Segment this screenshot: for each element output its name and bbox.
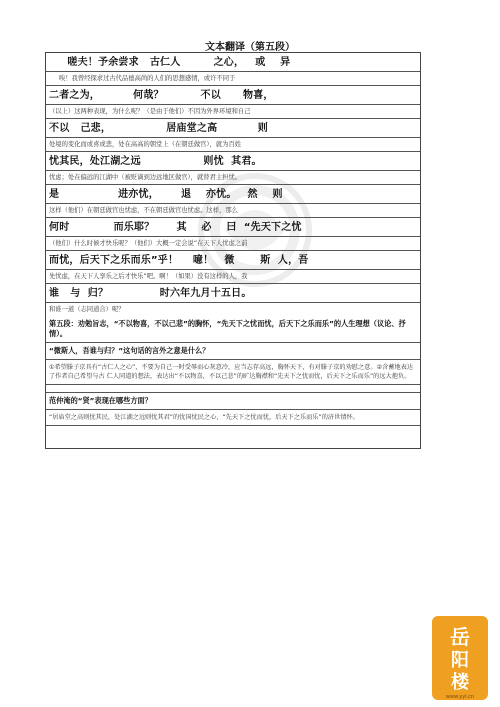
translation-text-row: （以上）这两种表现，为什么呢？（是由于他们）不因为外界环境和自己 [46, 105, 420, 119]
translation-text-row: （他们）什么时候才快乐呢？（他们）大概一定会说“在天下人忧虑之前 [46, 237, 420, 251]
original-text-row: 是 进亦忧， 退 亦忧。 然 则 [46, 185, 420, 204]
answer-three: “居庙堂之高则忧其民，处江湖之远则忧其君”的忧国忧民之心，“先天下之忧而忧，后天下之乐而乐”的济世情怀。 [46, 410, 420, 426]
question-three: 范仲淹的“贤”表现在哪些方面？ [46, 393, 420, 410]
summary-paragraph: 第五段：劝勉旨志，“不以物喜，不以己悲”的胸怀，“先天下之忧而忧，后天下之乐而乐”的人生理想（议论、抒情）。 [46, 316, 420, 343]
translation-text-row: 处境的变化而或喜或悲，处在高高的朝堂上（在朝廷做官），就为百姓 [46, 138, 420, 152]
translation-text-row: 忧虑；处在偏远的江湖中（被贬谪到边远地区做官），就替君主担忧。 [46, 171, 420, 185]
translation-text-row: 先忧虑，在天下人享乐之后才快乐”吧。啊！（如果）没有这样的人，我 [46, 270, 420, 284]
original-text-row: 不以 己悲， 居庙堂之高 则 [46, 119, 420, 138]
yueyang-tower-logo [426, 614, 494, 702]
original-text-row: 谁 与 归？ 时六年九月十五日。 [46, 284, 420, 303]
original-text-row: 而忧，后天下之乐而乐”乎！ 噫！ 微 斯 人，吾 [46, 251, 420, 270]
svg-text:阳: 阳 [451, 650, 469, 671]
original-text-row: 忧其民，处江湖之远 则忧 其君。 [46, 152, 420, 171]
translation-table [45, 52, 421, 449]
original-text-row: 二者之为， 何哉？ 不以 物喜， [46, 86, 420, 105]
answer-two: ①希望滕子京具有“古仁人之心”，不要为自己一时受辱而心灰意冷，应当志存高远，胸怀天下，有对滕子京的劝慰之意。②含蓄地表达了作者自己希望与古 仁人同道的想法，表达出“不以物喜，不以己悲”的旷达胸襟和“先天下之忧而忧，后天下之乐而乐”的远大抱负。 [46, 360, 420, 385]
translation-rows [46, 53, 420, 316]
original-text-row: 嗟夫！予余尝求 古仁人 之心， 或 异 [46, 53, 420, 72]
page-title: 文本翻译（第五段） [205, 42, 295, 53]
svg-text:楼: 楼 [451, 672, 469, 693]
svg-text:www.yyl.cn: www.yyl.cn [445, 694, 475, 700]
translation-text-row: 这样（他们）在朝廷做官也忧虑，不在朝廷做官也忧虑。这样，那么 [46, 204, 420, 218]
question-two: “微斯人，吾谁与归？”这句话的言外之意是什么？ [46, 343, 420, 360]
original-text-row: 何时 而乐耶？ 其 必 曰 “先天下之忧 [46, 218, 420, 237]
translation-text-row: 唉！我曾经探求过古代品德高尚的人们的思想感情，或许不同于 [46, 72, 420, 86]
spacer-row [46, 385, 420, 393]
translation-text-row: 和谁一道（志同道合）呢？ [49, 306, 125, 313]
svg-text:岳: 岳 [450, 625, 470, 649]
spacer-row [46, 426, 420, 448]
